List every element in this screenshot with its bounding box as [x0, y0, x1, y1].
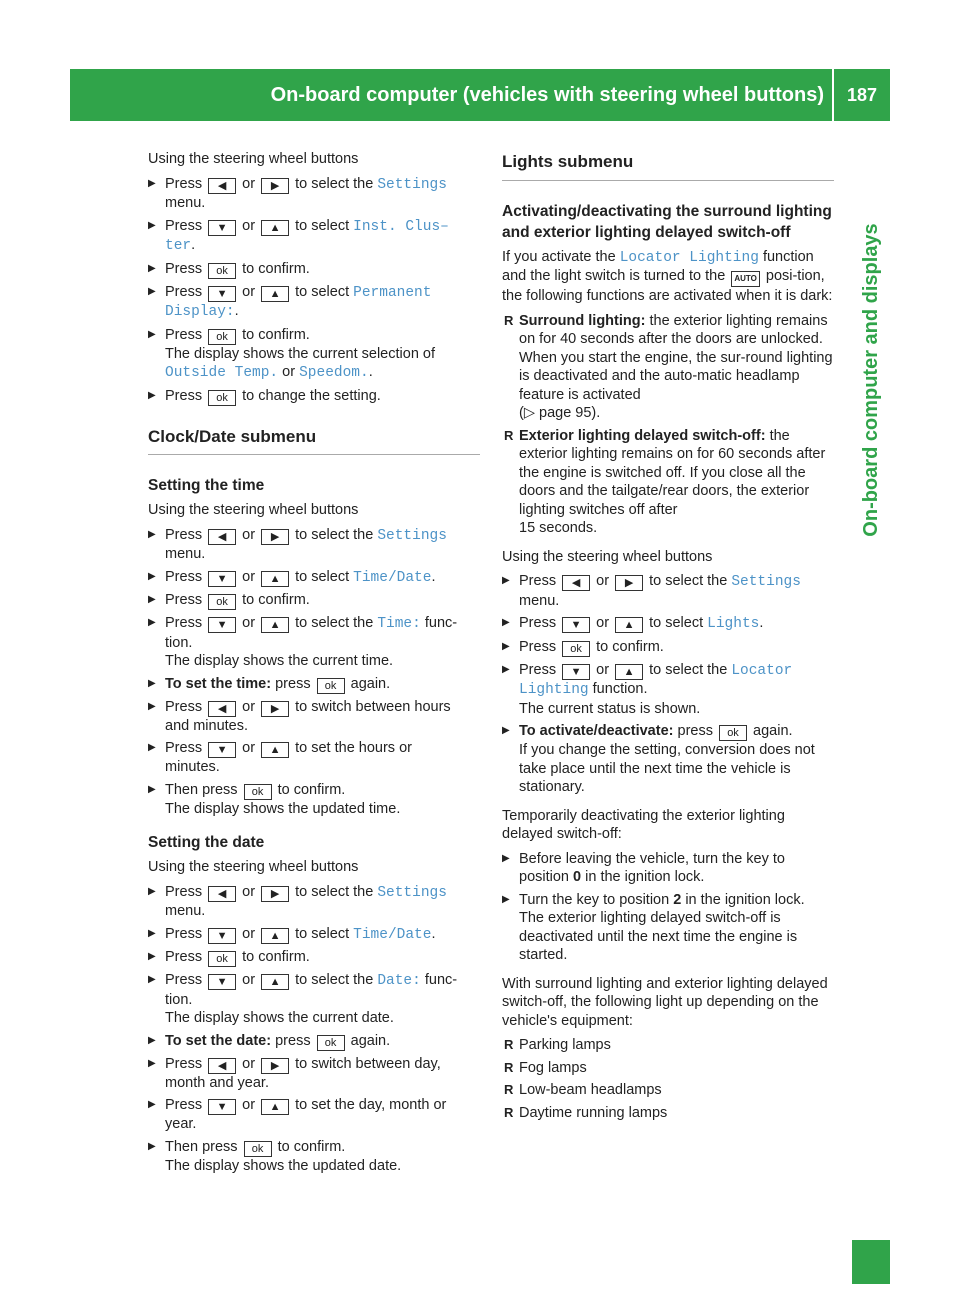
- lights-step-5: ▶ To activate/deactivate: press ok again. If you change the setting, conversion does not take place until the next time the vehicle is stationary.: [502, 722, 834, 797]
- down-key-icon: ▼: [208, 571, 236, 587]
- step-confirm-display: ▶ Press ok to confirm. The display shows the current selection of Outside Temp. or Speedom..: [148, 326, 480, 383]
- down-key-icon: ▼: [208, 286, 236, 302]
- lights-step-3: ▶ Press ok to confirm.: [502, 638, 834, 657]
- left-key-icon: ◀: [208, 701, 236, 717]
- right-key-icon: ▶: [261, 886, 289, 902]
- left-key-icon: ◀: [208, 178, 236, 194]
- date-step-2: ▶ Press ▼ or ▲ to select Time/Date.: [148, 925, 480, 945]
- clock-date-heading: Clock/Date submenu: [148, 428, 480, 456]
- date-step-8: ▶ Then press ok to confirm. The display shows the updated date.: [148, 1138, 480, 1176]
- down-key-icon: ▼: [208, 617, 236, 633]
- up-key-icon: ▲: [261, 742, 289, 758]
- up-key-icon: ▲: [261, 928, 289, 944]
- right-column: Lights submenu Activating/deactivating the surround lighting and exterior lighting delayed switch-off If you activate the Locator Lighting function and the light switch is turned to the AUTO posi-tion, the following functions are activated when it is dark: R Surround lighting: the exterior lighting remains on for 40 seconds after the doors are unlocked. When you start the engine, the sur-round lighting is deactivated and the auto-matic headlamp feature is activated (▷ page 95). R Exterior lighting delayed switch-off: the exterior lighting remains on for 60 seconds after the engine is switched off. If you close all the doors and the tailgate/rear doors, the exterior lighting switches off after 15 seconds. Using the steering wheel buttons ▶ Press ◀ or ▶ to select the Settings menu. ▶ Press ▼ or ▲ to select Lights. ▶ Press ok to confirm. ▶ Press ▼ or ▲ to select the Locator Lighting function. The current status is shown. ▶ To activate/deactivate: press ok again. If you change the setting, conversion does not take place until the next time the vehicle is stationary. Temporarily deactivating the exterior lighting delayed switch-off: ▶ Before leaving the vehicle, turn the key to position 0 in the ignition lock. ▶ Turn the key to position 2 in the ignition lock. The exterior lighting delayed switch-off is deactivated until the next time the engine is started. With surround lighting and exterior lighting delayed switch-off, the following light up depending on the vehicle's equipment: R Parking lamps R Fog lamps R Low-beam headlamps R Daytime running lamps: [502, 150, 834, 1126]
- step-select-inst-clus: ▶ Press ▼ or ▲ to select Inst. Clus– ter.: [148, 217, 480, 256]
- time-step-2: ▶ Press ▼ or ▲ to select Time/Date.: [148, 568, 480, 588]
- ok-key-icon: ok: [244, 784, 272, 800]
- lights-step-6: ▶ Before leaving the vehicle, turn the key to position 0 in the ignition lock.: [502, 850, 834, 887]
- lights-step-1: ▶ Press ◀ or ▶ to select the Settings menu.: [502, 572, 834, 610]
- setting-date-heading: Setting the date: [148, 834, 265, 851]
- list-item: R Low-beam headlamps: [502, 1081, 834, 1100]
- down-key-icon: ▼: [208, 974, 236, 990]
- ok-key-icon: ok: [562, 641, 590, 657]
- time-step-4: ▶ Press ▼ or ▲ to select the Time: func- tion. The display shows the current time.: [148, 614, 480, 671]
- down-key-icon: ▼: [208, 220, 236, 236]
- down-key-icon: ▼: [562, 664, 590, 680]
- surround-lighting-heading: Activating/deactivating the surround lighting and exterior lighting delayed switch-off: [502, 202, 832, 241]
- list-item: R Parking lamps: [502, 1036, 834, 1055]
- intro-text: Using the steering wheel buttons: [148, 151, 359, 167]
- left-key-icon: ◀: [208, 1058, 236, 1074]
- left-column: Using the steering wheel buttons ▶ Press ◀ or ▶ to select the Settings menu. ▶ Press ▼ or ▲ to select Inst. Clus– ter. ▶ Press ok to confirm. ▶ Press ▼ or ▲ to select Permanent Display:. ▶ Press ok to confirm. The display shows the current selection of Outside Temp. or Speedom.. ▶ Press ok to change the setting. Clock/Date submenu Setting the time Using the steering wheel buttons ▶ Press ◀ or ▶ to select the Settings menu. ▶ Press ▼ or ▲ to select Time/Date. ▶ Press ok to confirm. ▶ Press ▼ or ▲ to select the Time: func- tion. The display shows the current time. ▶ To set the time: press ok again. ▶ Press ◀ or ▶ to switch between hours and minutes. ▶ Press ▼ or ▲ to set the hours or minutes. ▶ Then press ok to confirm. The display shows the updated time. Setting the date Using the steering wheel buttons ▶ Press ◀ or ▶ to select the Settings menu. ▶ Press ▼ or ▲ to select Time/Date. ▶ Press ok to confirm. ▶ Press ▼ or ▲ to select the Date: func- tion. The display shows the current date. ▶ To set the date: press ok again. ▶ Press ◀ or ▶ to switch between day, month and year. ▶ Press ▼ or ▲ to set the day, month or year. ▶ Then press ok to confirm. The display shows the updated date.: [148, 150, 480, 1179]
- ok-key-icon: ok: [719, 725, 747, 741]
- temporarily-deactivating-text: Temporarily deactivating the exterior lighting delayed switch-off:: [502, 807, 785, 842]
- bullet-surround-lighting: R Surround lighting: the exterior lighting remains on for 40 seconds after the doors are unlocked. When you start the engine, the sur-round lighting is deactivated and the auto-matic headlamp feature is activated (▷ page 95).: [502, 312, 834, 423]
- list-item: R Daytime running lamps: [502, 1104, 834, 1123]
- up-key-icon: ▲: [261, 220, 289, 236]
- date-step-5: ▶ To set the date: press ok again.: [148, 1032, 480, 1051]
- lights-step-7: ▶ Turn the key to position 2 in the ignition lock. The exterior lighting delayed switch-off is deactivated until the next time the engine is started.: [502, 891, 834, 965]
- ok-key-icon: ok: [317, 1035, 345, 1051]
- lights-intro: If you activate the Locator Lighting function and the light switch is turned to the AUTO posi-tion, the following functions are activated when it is dark:: [502, 248, 833, 304]
- right-key-icon: ▶: [615, 575, 643, 591]
- time-step-8: ▶ Then press ok to confirm. The display shows the updated time.: [148, 781, 480, 819]
- time-step-5: ▶ To set the time: press ok again.: [148, 675, 480, 694]
- auto-key-icon: AUTO: [731, 271, 760, 287]
- date-step-6: ▶ Press ◀ or ▶ to switch between day, month and year.: [148, 1055, 480, 1093]
- down-key-icon: ▼: [208, 1099, 236, 1115]
- lights-step-2: ▶ Press ▼ or ▲ to select Lights.: [502, 614, 834, 634]
- ok-key-icon: ok: [317, 678, 345, 694]
- left-key-icon: ◀: [562, 575, 590, 591]
- time-step-6: ▶ Press ◀ or ▶ to switch between hours and minutes.: [148, 698, 480, 736]
- left-key-icon: ◀: [208, 529, 236, 545]
- right-key-icon: ▶: [261, 1058, 289, 1074]
- lights-step-4: ▶ Press ▼ or ▲ to select the Locator Lighting function. The current status is shown.: [502, 661, 834, 719]
- setting-time-heading: Setting the time: [148, 477, 265, 494]
- ok-key-icon: ok: [208, 594, 236, 610]
- up-key-icon: ▲: [261, 286, 289, 302]
- page-number: 187: [846, 85, 878, 105]
- bullet-exterior-lighting: R Exterior lighting delayed switch-off: the exterior lighting remains on for 60 seconds after the engine is switched off. If you close all the doors and the tailgate/rear doors, the exterior lighting switches off after 15 seconds.: [502, 427, 834, 538]
- ok-key-icon: ok: [208, 390, 236, 406]
- lights-heading: Lights submenu: [502, 153, 834, 181]
- up-key-icon: ▲: [261, 617, 289, 633]
- page-title: On-board computer (vehicles with steering wheel buttons): [270, 84, 824, 106]
- date-step-3: ▶ Press ok to confirm.: [148, 948, 480, 967]
- ok-key-icon: ok: [208, 951, 236, 967]
- step-select-settings: ▶ Press ◀ or ▶ to select the Settings menu.: [148, 175, 480, 213]
- date-step-1: ▶ Press ◀ or ▶ to select the Settings menu.: [148, 883, 480, 921]
- ok-key-icon: ok: [244, 1141, 272, 1157]
- time-step-1: ▶ Press ◀ or ▶ to select the Settings menu.: [148, 526, 480, 564]
- right-key-icon: ▶: [261, 529, 289, 545]
- up-key-icon: ▲: [261, 974, 289, 990]
- side-tab-label: On-board computer and displays: [859, 223, 882, 537]
- ok-key-icon: ok: [208, 263, 236, 279]
- right-key-icon: ▶: [261, 178, 289, 194]
- date-step-7: ▶ Press ▼ or ▲ to set the day, month or year.: [148, 1096, 480, 1134]
- step-change-setting: ▶ Press ok to change the setting.: [148, 387, 480, 406]
- time-step-7: ▶ Press ▼ or ▲ to set the hours or minutes.: [148, 739, 480, 777]
- list-item: R Fog lamps: [502, 1059, 834, 1078]
- side-tab-marker: [852, 1240, 890, 1284]
- step-confirm: ▶ Press ok to confirm.: [148, 260, 480, 279]
- date-step-4: ▶ Press ▼ or ▲ to select the Date: func- tion. The display shows the current date.: [148, 971, 480, 1028]
- step-select-permanent: ▶ Press ▼ or ▲ to select Permanent Display:.: [148, 283, 480, 322]
- up-key-icon: ▲: [261, 571, 289, 587]
- up-key-icon: ▲: [615, 617, 643, 633]
- right-key-icon: ▶: [261, 701, 289, 717]
- left-key-icon: ◀: [208, 886, 236, 902]
- ok-key-icon: ok: [208, 329, 236, 345]
- up-key-icon: ▲: [261, 1099, 289, 1115]
- down-key-icon: ▼: [208, 928, 236, 944]
- up-key-icon: ▲: [615, 664, 643, 680]
- down-key-icon: ▼: [562, 617, 590, 633]
- with-surround-text: With surround lighting and exterior lighting delayed switch-off, the following light up depending on the vehicle's equipment:: [502, 975, 828, 1029]
- down-key-icon: ▼: [208, 742, 236, 758]
- time-step-3: ▶ Press ok to confirm.: [148, 591, 480, 610]
